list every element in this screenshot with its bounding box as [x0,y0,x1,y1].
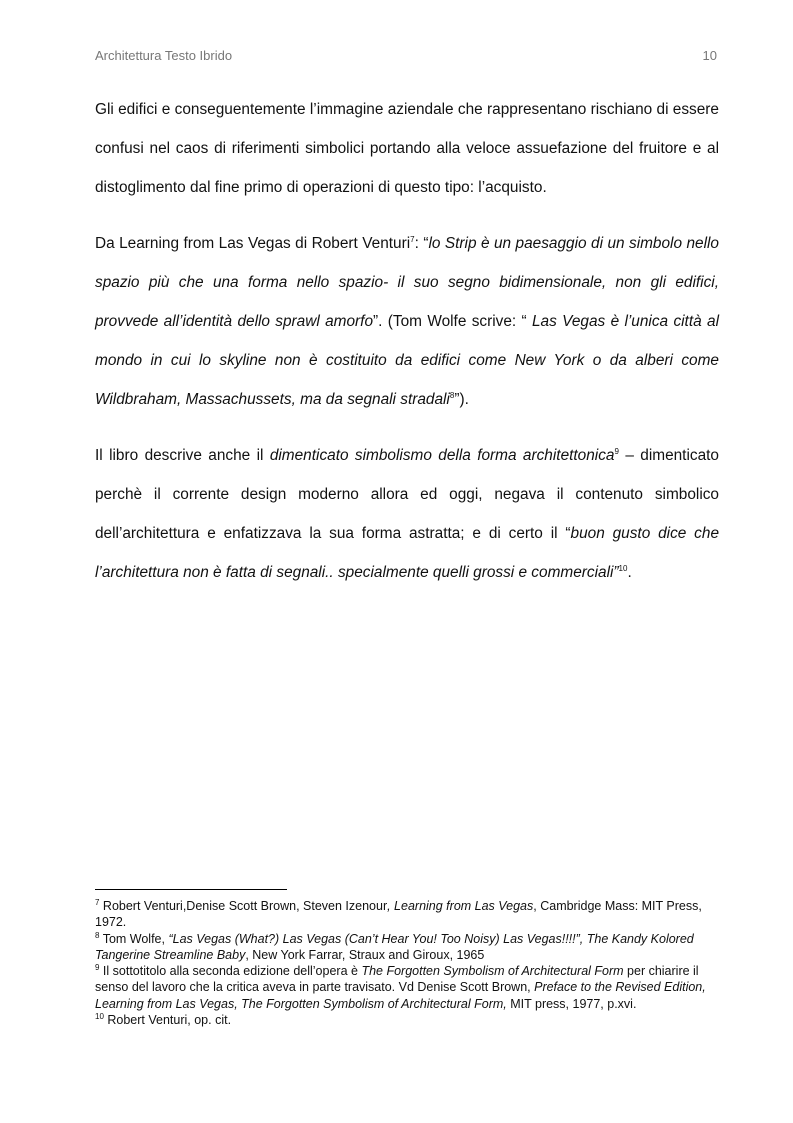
running-header-title: Architettura Testo Ibrido [95,48,233,63]
italic-good-taste: buon gusto dice che l’architettura non è fatta di segnali.. specialmente quelli grossi e commerciali [95,524,719,581]
italic-symbolism: dimenticato simbolismo della forma architettonica [269,447,615,465]
footnote-ref-8[interactable]: 8 [449,390,455,400]
footnote-9-publisher: MIT press, 1977, p.xvi. [506,996,637,1011]
footnote-ref-10[interactable]: 10 [618,563,628,573]
footnote-8-publisher: , New York Farrar, Straux and Giroux, 1965 [245,947,485,962]
footnote-8-title: “Las Vegas (What?) Las Vegas (Can’t Hear You! Too Noisy) Las Vegas!!!!”, The Kandy Kolored Tangerine Streamline Baby [95,931,694,962]
page-number: 10 [702,48,717,63]
paragraph-2-intro: Da Learning from Las Vegas di Robert Venturi [95,235,411,253]
footnote-9-text-middle: per chiarire il senso del lavoro che la critica aveva in parte travisato. Vd Denise Scott Brown, [95,964,699,995]
footnote-9-subtitle: The Forgotten Symbolism of Architectural Form [361,964,624,979]
footnote-9-text-start: Il sottotitolo alla seconda edizione dell’opera è [99,964,362,979]
body-text [95,91,719,593]
paragraph-3-intro: Il libro descrive anche il [95,447,270,465]
footnote-9-preface-title: Preface to the Revised Edition, Learning from Las Vegas, The Forgotten Symbolism of Architectural Form, [95,980,706,1011]
footnote-7-authors: Robert Venturi,Denise Scott Brown, Steven Izenour [99,899,388,913]
footnote-10-number: 10 [95,1011,104,1021]
paragraph-2-end: ”). [454,390,469,408]
footnote-9 [95,963,719,1012]
footnote-10-text: Robert Venturi, op. cit. [103,1013,232,1028]
paragraph-3-middle: – dimenticato perchè il corrente design moderno allora ed oggi, negava il contenuto simbolico dell’architettura e enfatizzava la sua forma astratta; e di certo il “ [95,447,719,542]
footnote-7-publisher: , Cambridge Mass: MIT Press, 1972. [95,899,702,930]
footnote-8 [95,931,719,964]
footnote-7-number: 7 [95,897,100,907]
paragraph-2-middle: ”. (Tom Wolfe scrive: “ [373,312,532,330]
paragraph-3 [95,437,719,592]
footnote-10 [95,1012,719,1028]
italic-close-quote: ” [613,563,619,581]
paragraph-2-colon: : “ [414,235,429,253]
footnote-9-number: 9 [95,963,100,973]
footnote-8-number: 8 [95,930,100,940]
footnotes [95,898,719,1028]
footnote-separator [95,889,287,890]
quote-strip: lo Strip è un paesaggio di un simbolo nello spazio più che una forma nello spazio- il suo segno bidimensionale, non gli edifici, provvede all’identità dello sprawl amorfo [95,235,719,330]
footnote-7-title: , Learning from Las Vegas [387,899,534,913]
quote-wolfe: Las Vegas è l’unica città al mondo in cui lo skyline non è costituito da edifici come New York o da alberi come Wildbraham, Massachussets, ma da segnali stradali [95,312,719,408]
paragraph-2 [95,225,719,419]
footnote-ref-9[interactable]: 9 [614,447,619,457]
footnote-7 [95,898,719,931]
footnote-8-author: Tom Wolfe, [99,931,169,946]
footnote-ref-7[interactable]: 7 [410,235,415,245]
paragraph-3-end: . [627,563,632,581]
paragraph-1: Gli edifici e conseguentemente l’immagine aziendale che rappresentano rischiano di essere confusi nel caos di riferimenti simbolici portando alla veloce assuefazione del fruitore e al distoglimento dal fine primo di operazioni di questo tipo: l’acquisto. [95,101,719,196]
